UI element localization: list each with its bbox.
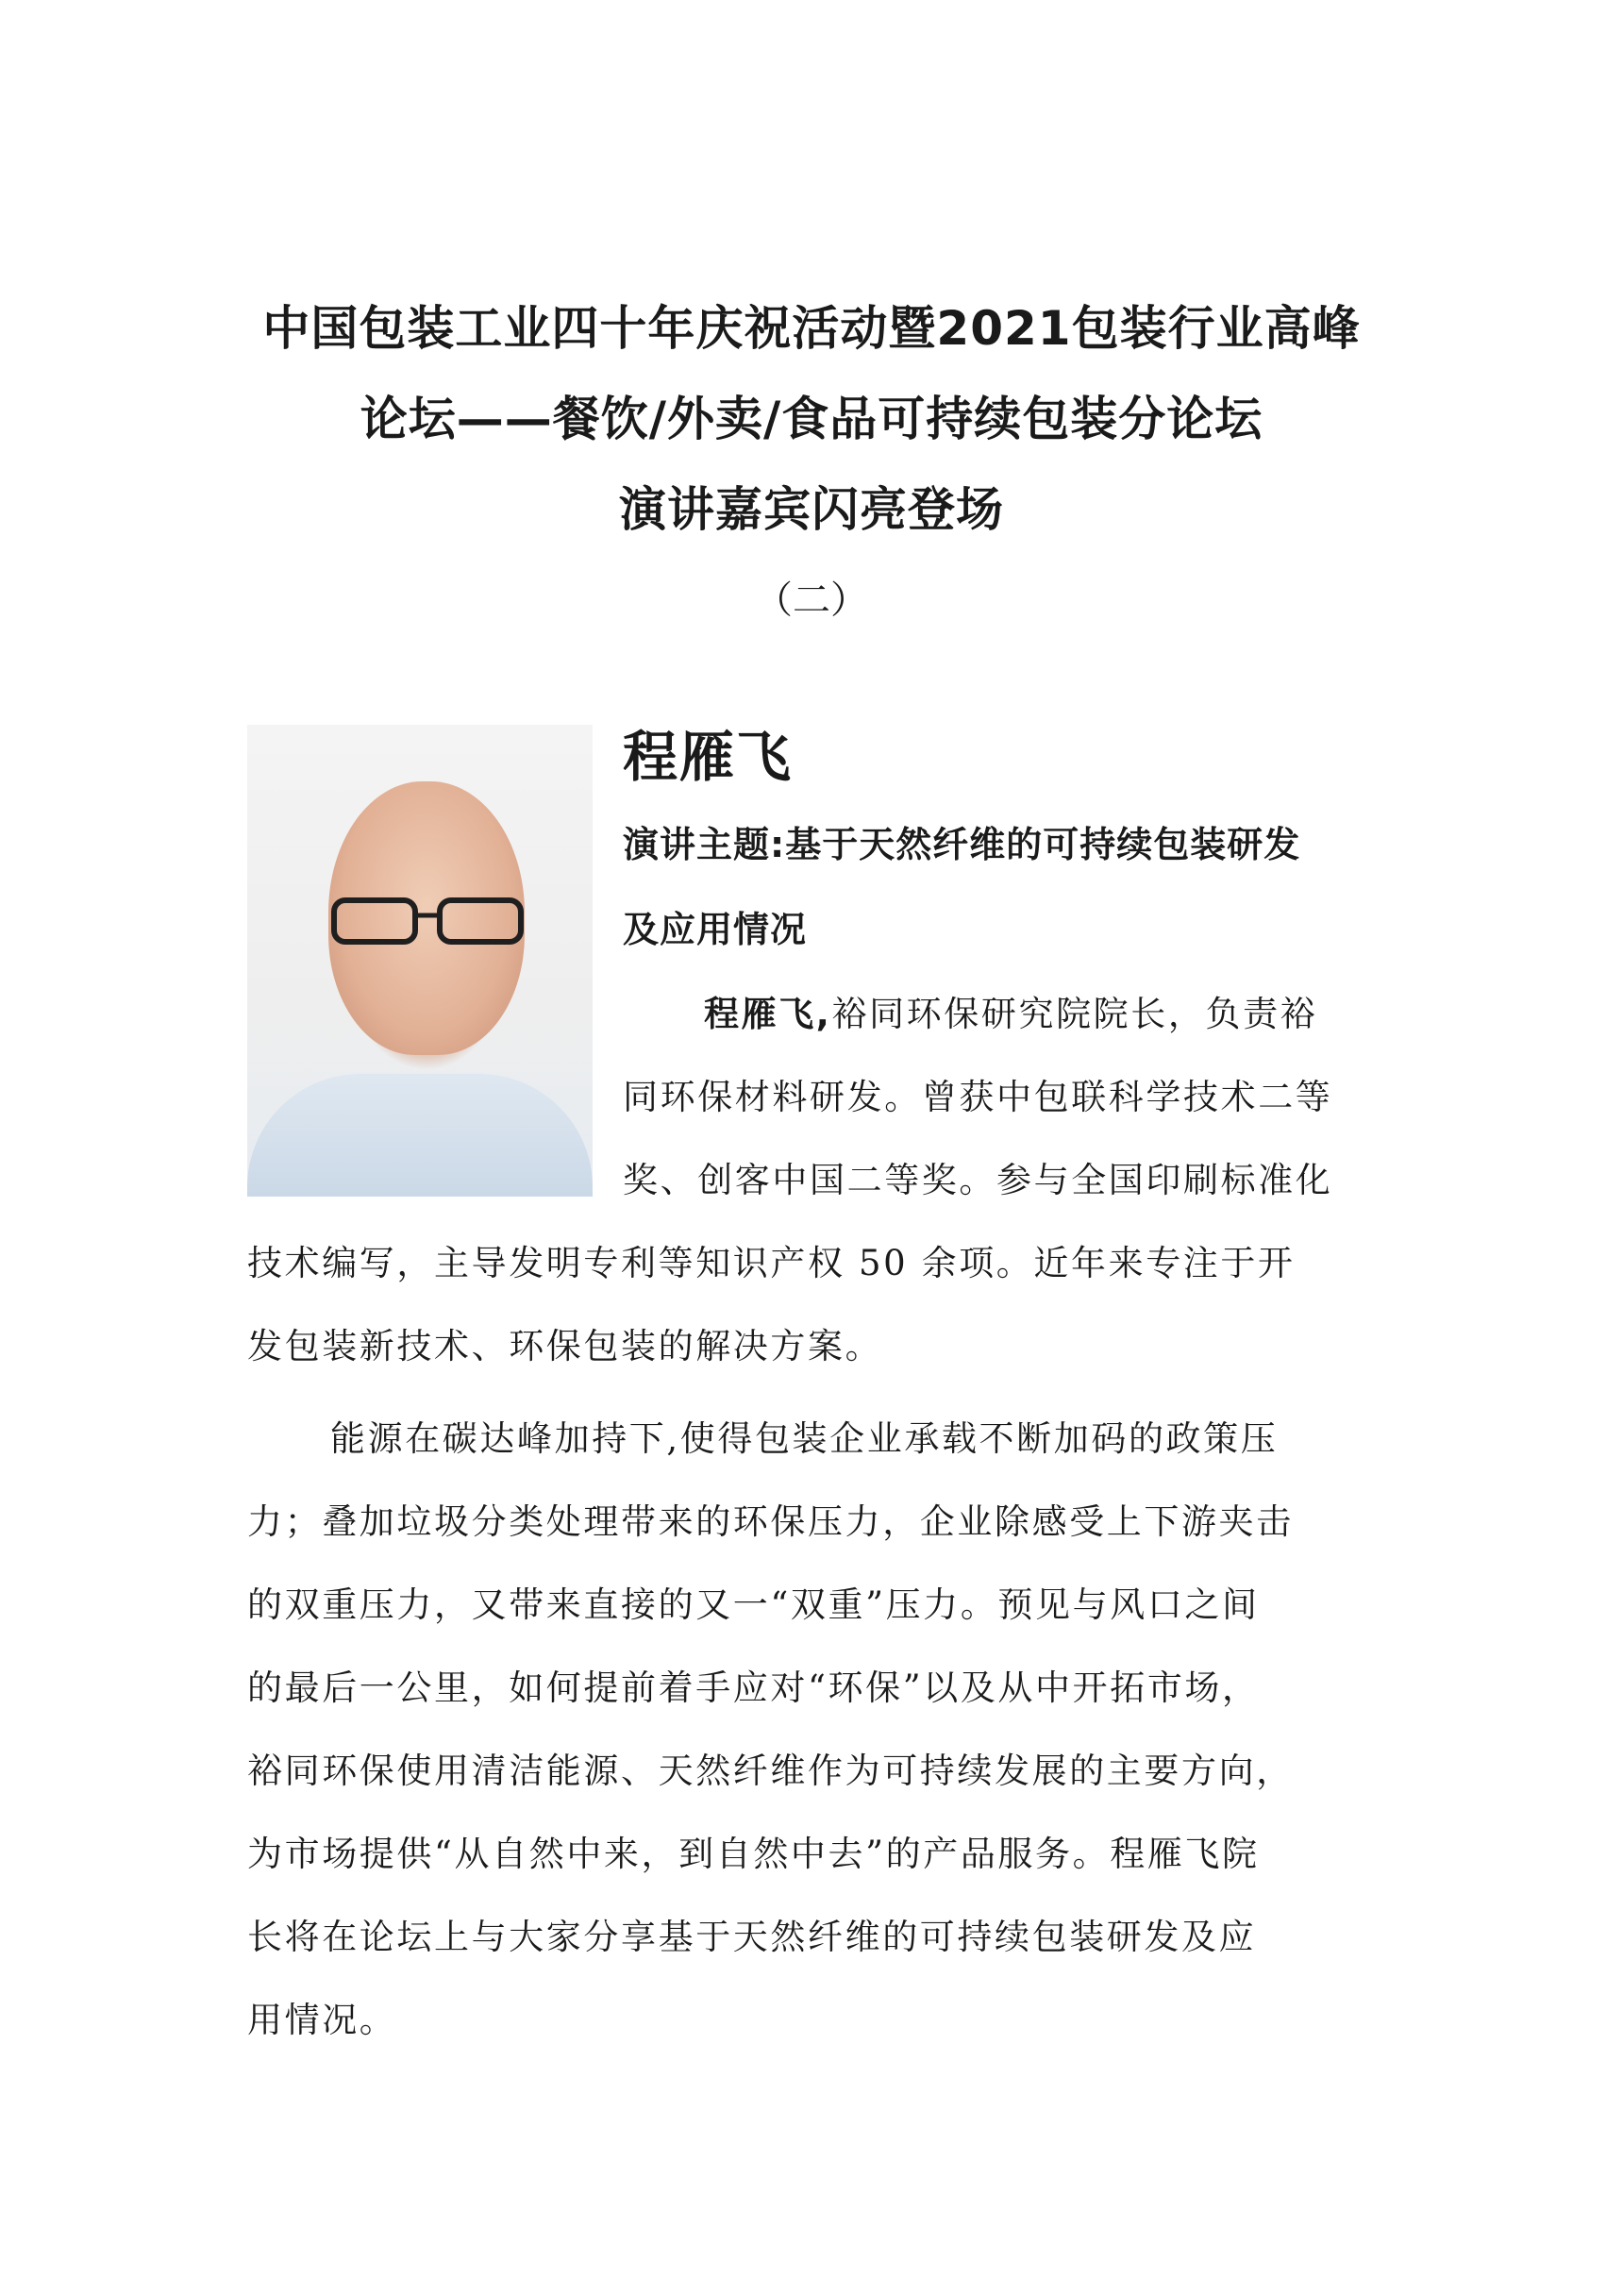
speaker-topic-line-2: 及应用情况	[623, 909, 808, 950]
bio-line-3: 奖、创客中国二等奖。参与全国印刷标准化	[623, 1160, 1333, 1200]
speaker-topic-line-1: 演讲主题:基于天然纤维的可持续包装研发	[623, 824, 1301, 865]
paragraph-2-line-2: 力；叠加垃圾分类处理带来的环保压力，企业除感受上下游夹击	[247, 1501, 1294, 1542]
bio-line-1	[704, 991, 1317, 1038]
paragraph-2-line-5: 裕同环保使用清洁能源、天然纤维作为可持续发展的主要方向，	[247, 1751, 1294, 1791]
paragraph-2-line-6: 为市场提供“从自然中来，到自然中去”的产品服务。程雁飞院	[247, 1834, 1260, 1874]
bio-line-5: 发包装新技术、环保包装的解决方案。	[247, 1326, 883, 1366]
bio-line-2: 同环保材料研发。曾获中包联科学技术二等	[623, 1077, 1333, 1117]
bio-line-1-text: 裕同环保研究院院长，负责裕	[831, 994, 1318, 1034]
paragraph-2-line-8: 用情况。	[247, 2000, 397, 2040]
bio-line-4: 技术编写，主导发明专利等知识产权 50 余项。近年来专注于开	[247, 1243, 1296, 1283]
title-line-2: 论坛——餐饮/外卖/食品可持续包装分论坛	[360, 392, 1263, 446]
bio-name-emphasis: 程雁飞,	[704, 994, 832, 1034]
speaker-name: 程雁飞	[623, 725, 794, 789]
paragraph-2-line-7: 长将在论坛上与大家分享基于天然纤维的可持续包装研发及应	[247, 1917, 1257, 1957]
paragraph-2-line-4: 的最后一公里，如何提前着手应对“环保”以及从中开拓市场，	[247, 1668, 1260, 1708]
paragraph-2-line-3: 的双重压力，又带来直接的又一“双重”压力。预见与风口之间	[247, 1584, 1260, 1625]
title-line-3: 演讲嘉宾闪亮登场	[619, 482, 1004, 537]
title-part-number: （二）	[755, 578, 868, 622]
paragraph-2-line-1: 能源在碳达峰加持下,使得包装企业承载不断加码的政策压	[330, 1418, 1279, 1459]
title-line-1: 中国包装工业四十年庆祝活动暨2021包装行业高峰	[262, 301, 1361, 356]
